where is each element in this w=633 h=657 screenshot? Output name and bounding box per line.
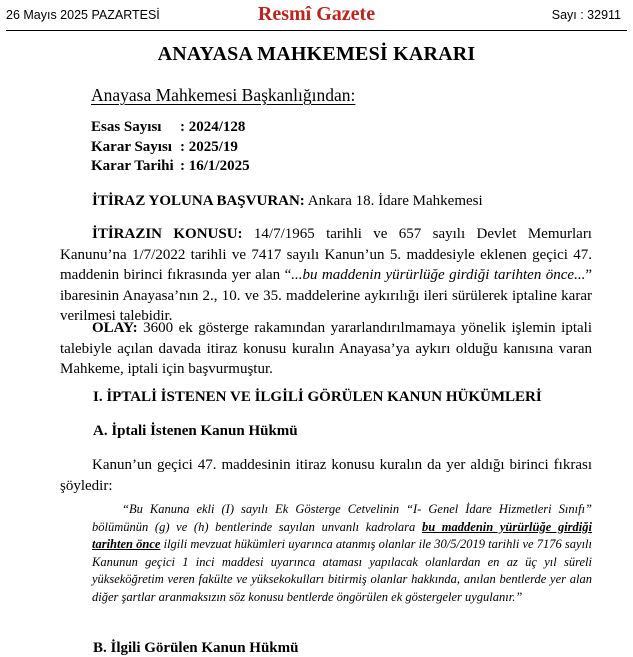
subject-quote: ...bu maddenin yürürlüğe girdiği tarihten önce...: [291, 267, 586, 283]
header-rule: [6, 30, 627, 31]
subject-text-2: ” ibaresinin Anayasa’nın 2., 10. ve 35. maddelerine aykırılığı ileri sürülerek iptaline karar verilmesi talebidir.: [60, 267, 592, 324]
section-heading-a: A. İptali İstenen Kanun Hükmü: [93, 423, 298, 439]
esas-value: : 2024/128: [180, 119, 246, 135]
event-label: OLAY:: [92, 320, 138, 336]
tarih-label: Karar Tarihi: [91, 158, 174, 174]
intro-paragraph: Kanun’un geçici 47. maddesinin itiraz konusu kuralın da yer aldığı birinci fıkrası şöyledir:: [60, 457, 592, 494]
document-title: ANAYASA MAHKEMESİ KARARI: [157, 43, 476, 65]
case-info: [91, 118, 250, 177]
event-text: 3600 ek gösterge rakamından yararlandırılmamaya yönelik işlemin iptali talebiyle açılan davada itiraz konusu kuralın Anayasa’ya aykırı olduğu kanısına varan Mahkeme, iptali için başvurmuştur.: [60, 320, 592, 377]
subject-paragraph: [60, 224, 592, 327]
gazette-header: [0, 0, 633, 32]
quote-part-1: “Bu Kanuna ekli (I) sayılı Ek Gösterge Cetvelinin “I- Genel İdare Hizmetleri Sınıfı” bölümünün (g) ve (h) bentlerinde sayılan unvanlı kadrolara: [92, 502, 592, 534]
quote-part-2: ilgili mevzuat hükümleri uyarınca atanmış olanlar ile 30/5/2019 tarihli ve 7176 sayılı Kanunun geçici 1 inci maddesi uyarınca ataması yapılacak olanlardan en az üç yıl süreli yükseköğretim veren fakülte ve yüksekokulları bitirmiş olanlar hakkında, anılan bentlerde yer alan diğer şartlar aranmaksızın söz konusu bentlerde öngörülen ek göstergeler uygulanır.”: [92, 537, 592, 604]
section-heading-b: B. İlgili Görülen Kanun Hükmü: [93, 640, 299, 656]
section-heading-1: I. İPTALİ İSTENEN VE İLGİLİ GÖRÜLEN KANUN HÜKÜMLERİ: [93, 389, 542, 405]
esas-label: Esas Sayısı: [91, 119, 162, 135]
event-paragraph: [60, 318, 592, 380]
subject-text-1: 14/7/1965 tarihli ve 657 sayılı Devlet Memurları Kanunu’na 1/7/2022 tarihli ve 7417 sayılı Kanun’un 5. maddesiyle eklenen geçici 47. maddenin birinci fıkrasında yer alan “: [60, 226, 592, 283]
karar-value: : 2025/19: [180, 138, 238, 155]
applicant-label: İTİRAZ YOLUNA BAŞVURAN:: [92, 193, 305, 209]
applicant-paragraph: [60, 191, 592, 212]
subject-label: İTİRAZIN KONUSU:: [92, 226, 243, 242]
quote-emphasis: bu maddenin yürürlüğe girdiği tarihten önce: [92, 519, 592, 552]
issuing-authority: Anayasa Mahkemesi Başkanlığından:: [91, 85, 356, 105]
tarih-value: : 16/1/2025: [180, 158, 250, 174]
applicant-text: Ankara 18. İdare Mahkemesi: [304, 193, 483, 209]
esas-row: [91, 118, 250, 138]
karar-label: Karar Sayısı: [91, 138, 172, 155]
gazette-name: Resmî Gazete: [257, 3, 376, 25]
header-date: 26 Mayıs 2025 PAZARTESİ: [6, 8, 160, 22]
law-quote: [92, 501, 592, 607]
tarih-row: [91, 157, 250, 177]
issue-number: Sayı : 32911: [551, 8, 621, 22]
karar-row: [91, 138, 250, 158]
